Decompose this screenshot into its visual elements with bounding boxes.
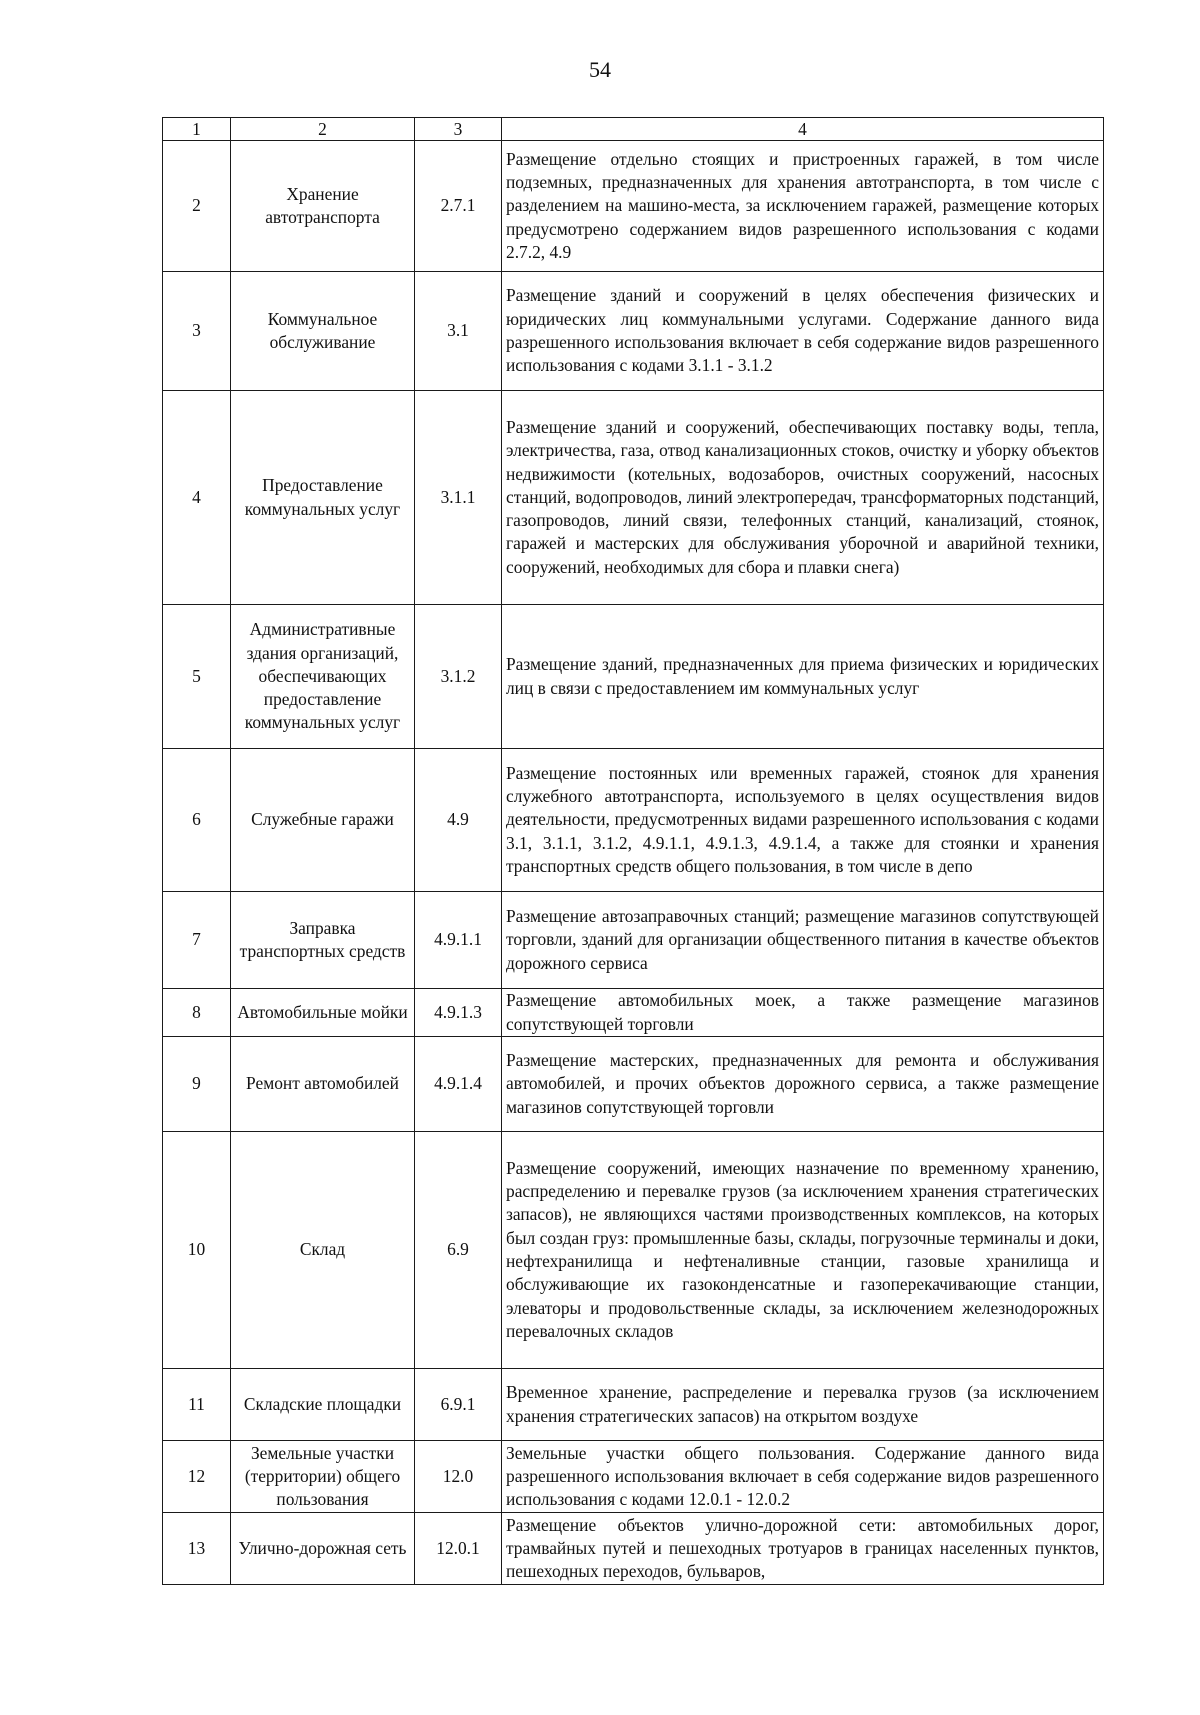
use-description: Размещение зданий и сооружений, обеспечивающих поставку воды, тепла, электричества, газа, отвод канализационных стоков, очистку и уборку объектов недвижимости (котельных, водозаборов, очистных сооружений, насосных станций, водопроводов, линий электропередач, трансформаторных подстанций, газопроводов, линий связи, телефонных станций, канализаций, стоянок, гаражей и мастерских для обслуживания уборочной и аварийной техники, сооружений, необходимых для сбора и плавки снега) [502, 391, 1104, 605]
use-description: Размещение автомобильных моек, а также размещение магазинов сопутствующей торговли [502, 989, 1104, 1037]
use-code: 3.1.2 [415, 605, 502, 749]
use-description: Размещение автозаправочных станций; размещение магазинов сопутствующей торговли, зданий для организации общественного питания в качестве объектов дорожного сервиса [502, 892, 1104, 989]
use-code: 6.9 [415, 1132, 502, 1369]
table-row [163, 749, 1104, 892]
row-number: 8 [163, 989, 231, 1037]
use-code: 12.0 [415, 1441, 502, 1513]
use-name: Хранение автотранспорта [231, 141, 415, 272]
use-description: Временное хранение, распределение и перевалка грузов (за исключением хранения стратегических запасов) на открытом воздухе [502, 1369, 1104, 1441]
use-code: 12.0.1 [415, 1513, 502, 1585]
row-number: 6 [163, 749, 231, 892]
row-number: 5 [163, 605, 231, 749]
use-code: 4.9.1.3 [415, 989, 502, 1037]
use-name: Складские площадки [231, 1369, 415, 1441]
table-row [163, 391, 1104, 605]
use-code: 3.1 [415, 272, 502, 391]
use-name: Улично-дорожная сеть [231, 1513, 415, 1585]
use-name: Предоставление коммунальных услуг [231, 391, 415, 605]
row-number: 10 [163, 1132, 231, 1369]
row-number: 12 [163, 1441, 231, 1513]
use-description: Размещение объектов улично-дорожной сети: автомобильных дорог, трамвайных путей и пешеходных тротуаров в границах населенных пунктов, пешеходных переходов, бульваров, [502, 1513, 1104, 1585]
table-row [163, 1132, 1104, 1369]
table-row [163, 1369, 1104, 1441]
use-description: Размещение зданий и сооружений в целях обеспечения физических и юридических лиц коммунальными услугами. Содержание данного вида разрешенного использования включает в себя содержание видов разрешенного использования с кодами 3.1.1 - 3.1.2 [502, 272, 1104, 391]
use-code: 3.1.1 [415, 391, 502, 605]
table-row [163, 1513, 1104, 1585]
row-number: 2 [163, 141, 231, 272]
use-name: Ремонт автомобилей [231, 1037, 415, 1132]
table-row [163, 989, 1104, 1037]
header-col-2: 2 [231, 118, 415, 141]
use-description: Размещение зданий, предназначенных для приема физических и юридических лиц в связи с предоставлением им коммунальных услуг [502, 605, 1104, 749]
header-col-1: 1 [163, 118, 231, 141]
table-row [163, 605, 1104, 749]
use-description: Размещение мастерских, предназначенных для ремонта и обслуживания автомобилей, и прочих объектов дорожного сервиса, а также размещение магазинов сопутствующей торговли [502, 1037, 1104, 1132]
table-row [163, 1037, 1104, 1132]
use-code: 4.9.1.4 [415, 1037, 502, 1132]
use-name: Административные здания организаций, обеспечивающих предоставление коммунальных услуг [231, 605, 415, 749]
use-code: 4.9.1.1 [415, 892, 502, 989]
land-use-table [162, 117, 1104, 1585]
row-number: 3 [163, 272, 231, 391]
header-col-3: 3 [415, 118, 502, 141]
page-number: 54 [589, 57, 611, 82]
table-row [163, 1441, 1104, 1513]
row-number: 7 [163, 892, 231, 989]
header-col-4: 4 [502, 118, 1104, 141]
use-code: 4.9 [415, 749, 502, 892]
use-description: Размещение отдельно стоящих и пристроенных гаражей, в том числе подземных, предназначенных для хранения автотранспорта, в том числе с разделением на машино-места, за исключением гаражей, размещение которых предусмотрено содержанием видов разрешенного использования с кодами 2.7.2, 4.9 [502, 141, 1104, 272]
use-code: 2.7.1 [415, 141, 502, 272]
row-number: 11 [163, 1369, 231, 1441]
use-code: 6.9.1 [415, 1369, 502, 1441]
use-name: Заправка транспортных средств [231, 892, 415, 989]
table-row [163, 141, 1104, 272]
table-row [163, 892, 1104, 989]
use-name: Коммунальное обслуживание [231, 272, 415, 391]
row-number: 9 [163, 1037, 231, 1132]
use-description: Размещение сооружений, имеющих назначение по временному хранению, распределению и перевалке грузов (за исключением хранения стратегических запасов), не являющихся частями производственных комплексов, на которых был создан груз: промышленные базы, склады, погрузочные терминалы и доки, нефтехранилища и нефтеналивные станции, газовые хранилища и обслуживающие их газоконденсатные и газоперекачивающие станции, элеваторы и продовольственные склады, за исключением железнодорожных перевалочных складов [502, 1132, 1104, 1369]
use-description: Земельные участки общего пользования. Содержание данного вида разрешенного использования включает в себя содержание видов разрешенного использования с кодами 12.0.1 - 12.0.2 [502, 1441, 1104, 1513]
row-number: 4 [163, 391, 231, 605]
use-name: Склад [231, 1132, 415, 1369]
use-description: Размещение постоянных или временных гаражей, стоянок для хранения служебного автотранспорта, используемого в целях осуществления видов деятельности, предусмотренных видами разрешенного использования с кодами 3.1, 3.1.1, 3.1.2, 4.9.1.1, 4.9.1.3, 4.9.1.4, а также для стоянки и хранения транспортных средств общего пользования, в том числе в депо [502, 749, 1104, 892]
row-number: 13 [163, 1513, 231, 1585]
table-row [163, 272, 1104, 391]
header-row [163, 118, 1104, 141]
use-name: Земельные участки (территории) общего пользования [231, 1441, 415, 1513]
use-name: Служебные гаражи [231, 749, 415, 892]
use-name: Автомобильные мойки [231, 989, 415, 1037]
